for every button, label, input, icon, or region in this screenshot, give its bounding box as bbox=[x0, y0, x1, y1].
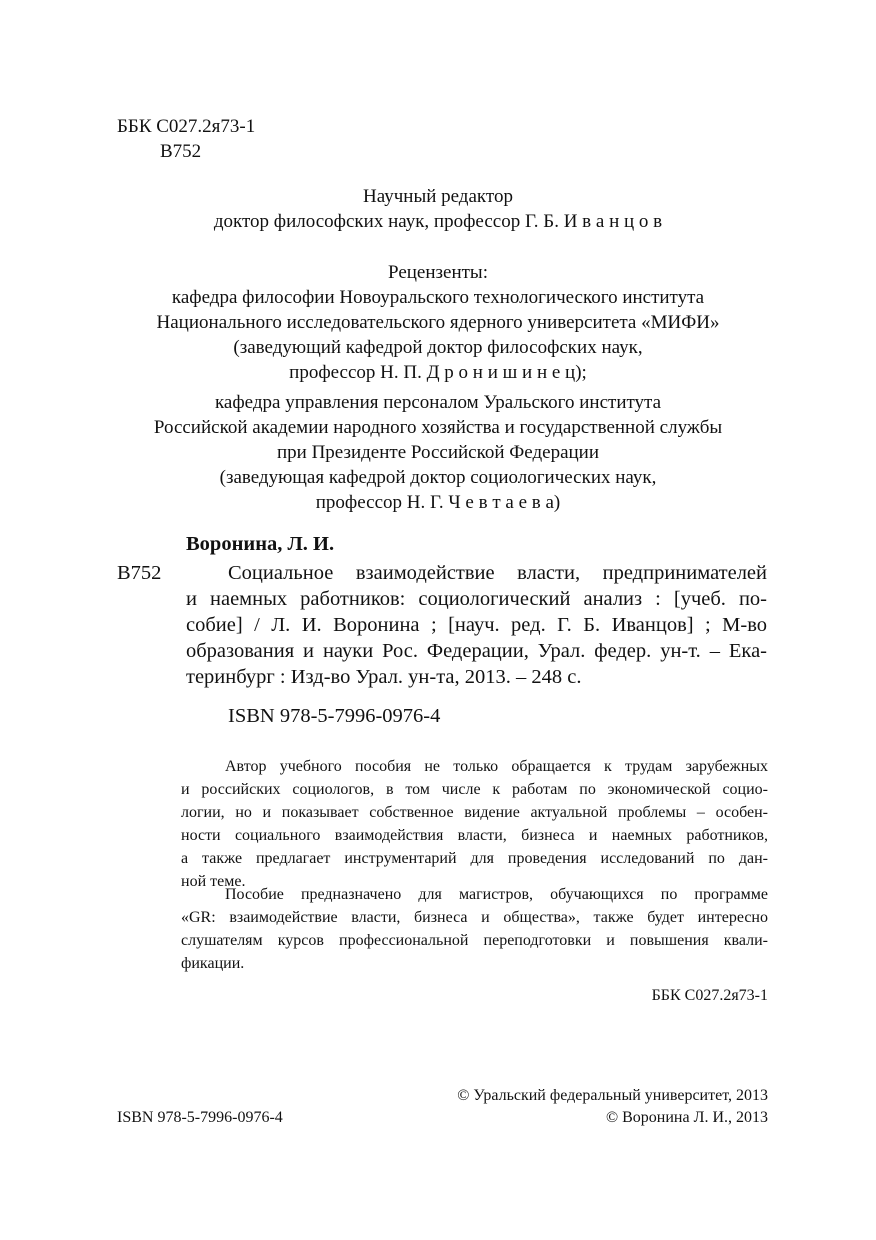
reviewers-title: Рецензенты: bbox=[388, 262, 488, 283]
reviewer-line: при Президенте Российской Федерации bbox=[276, 442, 600, 463]
editor-title: Научный редактор bbox=[363, 186, 513, 207]
reviewer-line: Национального исследовательского ядерного университета «МИФИ» bbox=[156, 312, 720, 333]
catalog-line: Социальное взаимодействие власти, предпринимателей bbox=[228, 562, 767, 584]
catalog-code: В752 bbox=[117, 562, 162, 584]
catalog-isbn: ISBN 978-5-7996-0976-4 bbox=[228, 705, 441, 727]
abstract-bbk: ББК С027.2я73-1 bbox=[651, 987, 768, 1004]
reviewer-line: (заведующая кафедрой доктор социологических наук, bbox=[219, 467, 657, 488]
footer-isbn: ISBN 978-5-7996-0976-4 bbox=[117, 1109, 283, 1126]
abstract-line: и российских социологов, в том числе к работам по экономической социо- bbox=[181, 781, 768, 798]
author-code: В752 bbox=[160, 141, 202, 162]
abstract-line: а также предлагает инструментарий для проведения исследований по дан- bbox=[181, 850, 768, 867]
catalog-line: собие] / Л. И. Воронина ; [науч. ред. Г. Б. Иванцов] ; М-во bbox=[186, 614, 767, 636]
catalog-author: Воронина, Л. И. bbox=[186, 533, 335, 555]
reviewer-line: кафедра управления персоналом Уральского института bbox=[214, 392, 662, 413]
reviewer-line: Российской академии народного хозяйства и государственной службы bbox=[153, 417, 723, 438]
abstract-line: Пособие предназначено для магистров, обучающихся по программе bbox=[225, 886, 768, 903]
catalog-line: образования и науки Рос. Федерации, Урал. федер. ун-т. – Ека- bbox=[186, 640, 767, 662]
reviewer-line: кафедра философии Новоуральского технологического института bbox=[171, 287, 705, 308]
reviewer-line: профессор Н. Г. Ч е в т а е в а) bbox=[315, 492, 561, 513]
abstract-line: слушателям курсов профессиональной переподготовки и повышения квали- bbox=[181, 932, 768, 949]
abstract-line: ности социального взаимодействия власти, бизнеса и наемных работников, bbox=[181, 827, 768, 844]
catalog-line: теринбург : Изд-во Урал. ун-та, 2013. – 248 с. bbox=[186, 666, 582, 688]
reviewer-line: профессор Н. П. Д р о н и ш и н е ц); bbox=[289, 362, 587, 383]
reviewer-line: (заведующий кафедрой доктор философских наук, bbox=[233, 337, 643, 358]
abstract-line: ной теме. bbox=[181, 873, 246, 890]
abstract-line: Автор учебного пособия не только обращается к трудам зарубежных bbox=[225, 758, 768, 775]
abstract-line: логии, но и показывает собственное видение актуальной проблемы – особен- bbox=[181, 804, 768, 821]
editor-line: доктор философских наук, профессор Г. Б. И в а н ц о в bbox=[213, 211, 663, 232]
copyright-university: © Уральский федеральный университет, 2013 bbox=[457, 1087, 768, 1104]
catalog-line: и наемных работников: социологический анализ : [учеб. по- bbox=[186, 588, 767, 610]
bbk-classification: ББК С027.2я73-1 bbox=[117, 116, 256, 137]
copyright-author: © Воронина Л. И., 2013 bbox=[605, 1109, 768, 1126]
abstract-line: «GR: взаимодействие власти, бизнеса и общества», также будет интересно bbox=[181, 909, 768, 926]
abstract-line: фикации. bbox=[181, 955, 245, 972]
